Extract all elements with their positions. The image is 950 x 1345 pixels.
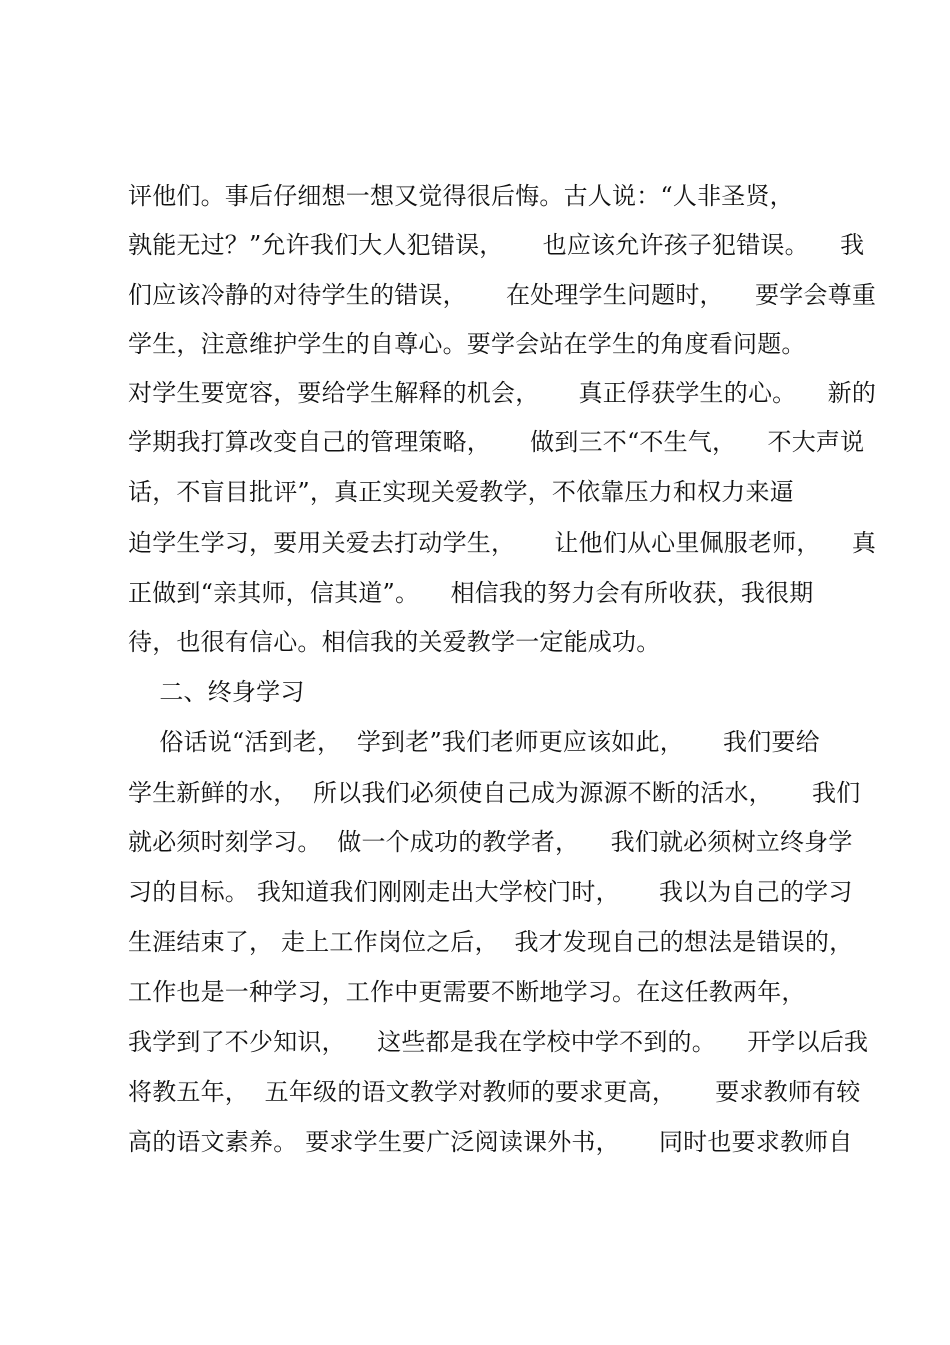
text-line: 孰能无过？”允许我们大人犯错误， 也应该允许孩子犯错误。 我 <box>128 231 865 259</box>
text-line: 学期我打算改变自己的管理策略， 做到三不“不生气， 不大声说 <box>128 428 865 456</box>
text-line: 正做到“亲其师，信其道”。 相信我的努力会有所收获，我很期 <box>128 579 814 607</box>
section-heading: 二、终身学习 <box>128 678 305 706</box>
text-line: 话，不盲目批评”，真正实现关爱教学，不依靠压力和权力来逼 <box>128 478 794 506</box>
text-line: 迫学生学习，要用关爱去打动学生， 让他们从心里佩服老师， 真 <box>128 529 877 557</box>
text-line: 俗话说“活到老， 学到老”我们老师更应该如此， 我们要给 <box>128 728 820 756</box>
text-line: 习的目标。 我知道我们刚刚走出大学校门时， 我以为自己的学习 <box>128 878 853 906</box>
text-line: 高的语文素养。 要求学生要广泛阅读课外书， 同时也要求教师自 <box>128 1128 853 1156</box>
text-line: 们应该冷静的对待学生的错误， 在处理学生问题时， 要学会尊重 <box>128 281 877 309</box>
text-line: 就必须时刻学习。 做一个成功的教学者， 我们就必须树立终身学 <box>128 828 853 856</box>
text-line: 待，也很有信心。相信我的关爱教学一定能成功。 <box>128 628 661 656</box>
text-line: 评他们。事后仔细想一想又觉得很后悔。古人说：“人非圣贤， <box>128 182 794 210</box>
text-line: 生涯结束了， 走上工作岗位之后， 我才发现自己的想法是错误的， <box>128 928 854 956</box>
text-line: 将教五年， 五年级的语文教学对教师的要求更高， 要求教师有较 <box>128 1078 861 1106</box>
text-line: 学生新鲜的水， 所以我们必须使自己成为源源不断的活水， 我们 <box>128 779 861 807</box>
text-line: 我学到了不少知识， 这些都是我在学校中学不到的。 开学以后我 <box>128 1028 869 1056</box>
text-line: 工作也是一种学习，工作中更需要不断地学习。在这任教两年， <box>128 978 806 1006</box>
text-line: 对学生要宽容，要给学生解释的机会， 真正俘获学生的心。 新的 <box>128 379 877 407</box>
text-line: 学生，注意维护学生的自尊心。要学会站在学生的角度看问题。 <box>128 330 806 358</box>
